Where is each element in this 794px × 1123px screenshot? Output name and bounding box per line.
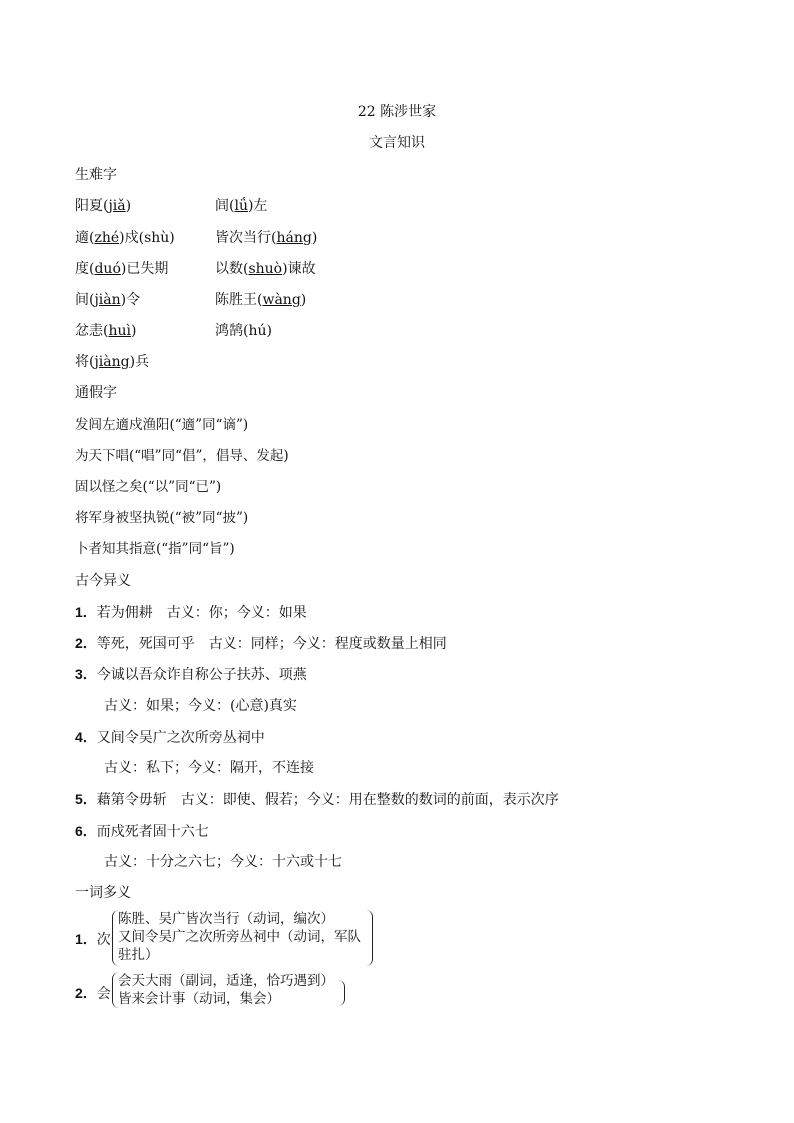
- sense-line: 皆来会计事（动词，集会）: [118, 991, 280, 1007]
- rare-chars-heading: 生难字: [75, 167, 117, 183]
- sense-line: 又间令吴广之次所旁丛祠中（动词，军队: [118, 929, 361, 945]
- tongjia-item: 将军身被坚执锐(“被”同“披”): [75, 510, 249, 526]
- tongjia-item: 卜者知其指意(“指”同“旨”): [75, 541, 235, 557]
- gujin-item: 1．若为佣耕 古义：你；今义：如果: [75, 604, 307, 621]
- rare-char-item: 以数(shuò)谏故: [215, 261, 316, 277]
- tongjia-item: 为天下唱(“唱”同“倡”，倡导、发起): [75, 448, 289, 464]
- gujin-heading: 古今异义: [75, 573, 131, 589]
- rare-char-item: 阳夏(jiǎ): [75, 198, 132, 214]
- sense-line: 陈胜、吴广皆次当行（动词，编次）: [118, 911, 334, 927]
- tongjia-item: 发闾左適戍渔阳(“適”同“谪”): [75, 417, 249, 433]
- polysemy-senses: [118, 910, 361, 964]
- rare-char-item: 鸿鹄(hú): [215, 323, 272, 339]
- lesson-title: 22 陈涉世家: [357, 104, 437, 120]
- rare-char-item: 间(jiàn)令: [75, 292, 141, 308]
- section-subtitle: 文言知识: [369, 135, 425, 151]
- rare-char-item: 将(jiàng)兵: [75, 354, 150, 370]
- tongjia-item: 固以怪之矣(“以”同“已”): [75, 479, 222, 495]
- tongjia-heading: 通假字: [75, 385, 117, 401]
- sense-line: 驻扎）: [118, 947, 159, 963]
- polysemy-word: 2．会: [75, 985, 111, 1002]
- gujin-item: 2．等死，死国可乎 古义：同样；今义：程度或数量上相同: [75, 635, 447, 652]
- rare-char-item: 適(zhé)戍(shù): [75, 230, 175, 246]
- gujin-meaning: 古义：私下；今义：隔开，不连接: [104, 760, 314, 776]
- sense-line: 会天大雨（副词，适逢，恰巧遇到）: [118, 973, 334, 989]
- right-bracket: [366, 910, 373, 966]
- gujin-item: 5．藉第令毋斩 古义：即使、假若；今义：用在整数的数词的前面，表示次序: [75, 791, 559, 808]
- rare-char-item: 陈胜王(wàng): [215, 292, 307, 308]
- gujin-meaning: 古义：十分之六七；今义：十六或十七: [104, 854, 342, 870]
- right-bracket: [338, 980, 345, 1006]
- rare-char-item: 度(duó)已失期: [75, 261, 169, 277]
- rare-char-item: 皆次当行(háng): [215, 230, 318, 246]
- rare-char-item: 忿恚(huì): [75, 323, 137, 339]
- gujin-item: 3．今诚以吾众诈自称公子扶苏、项燕: [75, 666, 307, 683]
- rare-char-item: 闾(lǘ)左: [215, 198, 268, 214]
- gujin-item: 6．而戍死者固十六七: [75, 823, 209, 840]
- gujin-meaning: 古义：如果；今义：(心意)真实: [104, 698, 297, 714]
- polysemy-heading: 一词多义: [75, 885, 131, 901]
- gujin-item: 4．又间令吴广之次所旁丛祠中: [75, 729, 265, 746]
- polysemy-senses: [118, 972, 334, 1008]
- polysemy-word: 1．次: [75, 931, 111, 948]
